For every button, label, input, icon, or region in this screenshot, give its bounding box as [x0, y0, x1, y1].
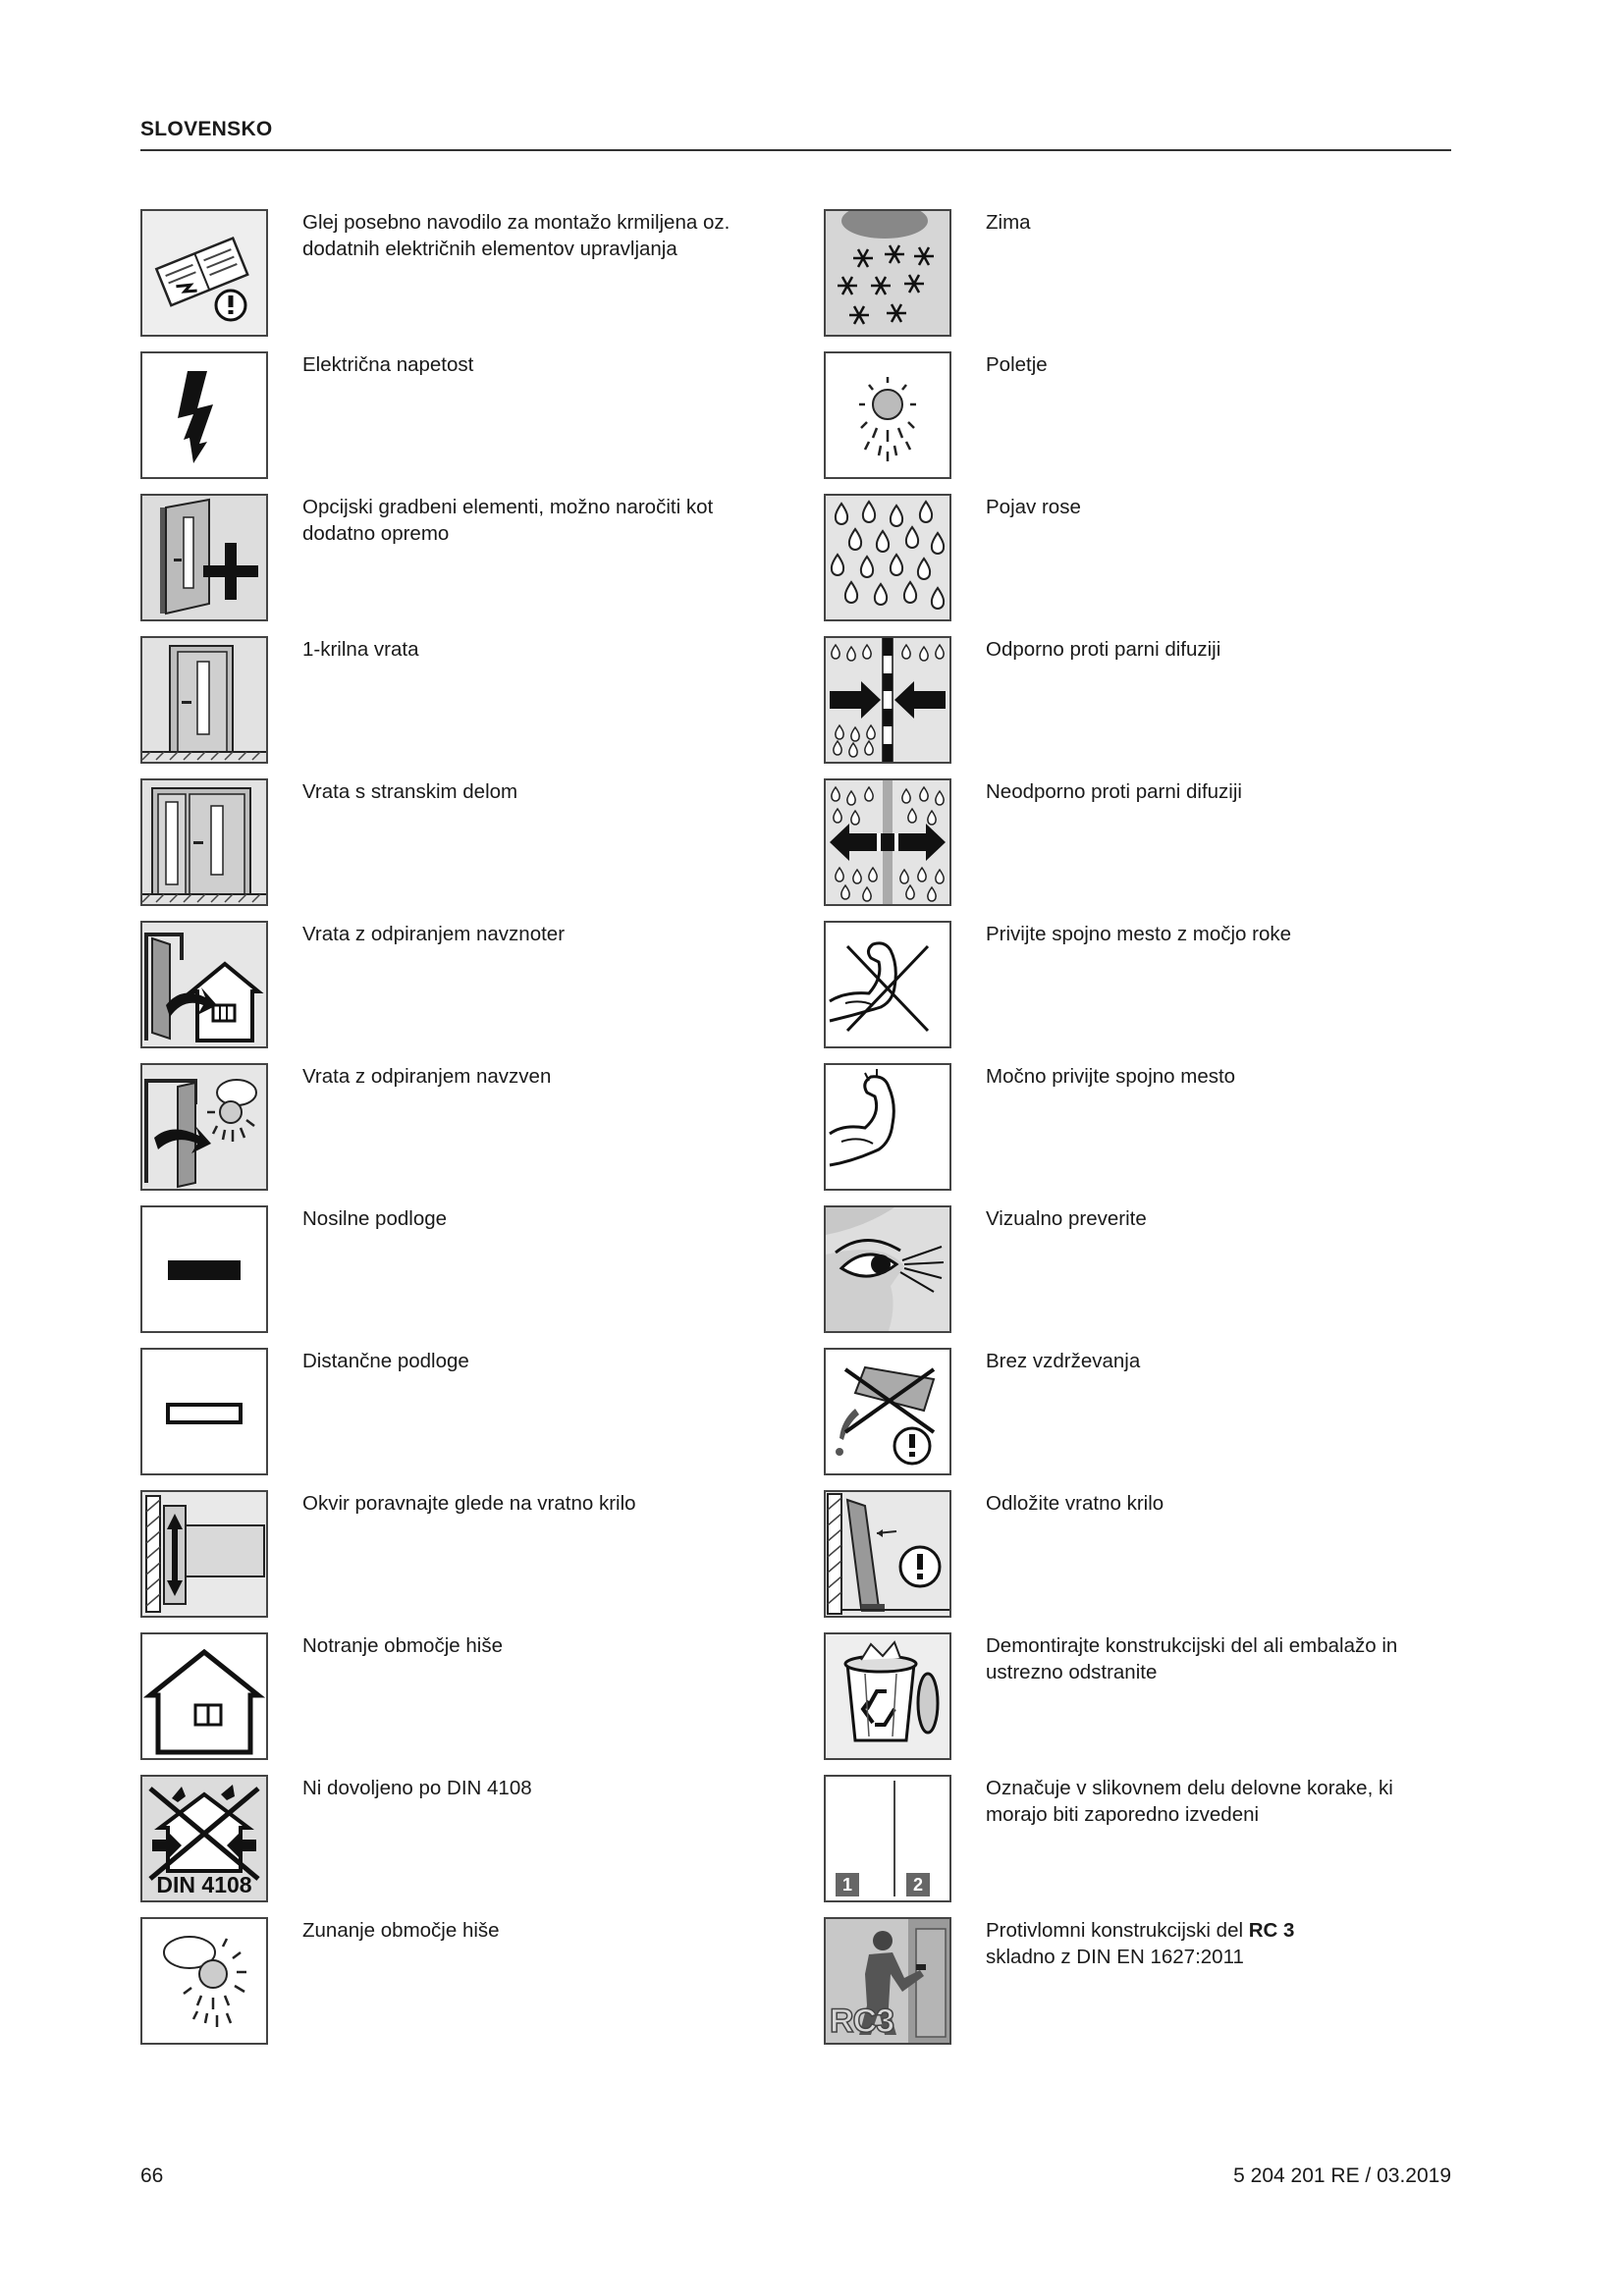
symbol-label: Odporno proti parni difuziji	[986, 638, 1221, 661]
label-suffix: skladno z DIN EN 1627:2011	[986, 1946, 1244, 1968]
symbol-item	[140, 1917, 788, 2059]
symbol-item	[824, 1632, 1472, 1775]
door-inward-icon	[140, 921, 268, 1048]
symbol-label: Ni dovoljeno po DIN 4108	[302, 1777, 532, 1799]
symbol-item	[824, 921, 1472, 1063]
left-symbol-column	[140, 209, 788, 2059]
door-outward-icon	[140, 1063, 268, 1191]
din-4108-text: DIN 4108	[156, 1872, 252, 1897]
symbol-label: Pojav rose	[986, 496, 1081, 518]
symbol-item	[140, 1490, 788, 1632]
symbol-label: Opcijski gradbeni elementi, možno naročiti kot dodatno opremo	[302, 496, 714, 545]
symbol-item	[140, 921, 788, 1063]
symbol-label: Neodporno proti parni difuziji	[986, 780, 1242, 803]
symbol-label: Okvir poravnajte glede na vratno krilo	[302, 1492, 636, 1515]
symbol-label: Demontirajte konstrukcijski del ali embalažo in ustrezno odstranite	[986, 1634, 1398, 1683]
symbol-label: Vizualno preverite	[986, 1207, 1147, 1230]
arm-strong-icon	[824, 1063, 951, 1191]
symbol-label: Poletje	[986, 353, 1048, 376]
symbol-item	[824, 1917, 1472, 2059]
document-reference: 5 204 201 RE / 03.2019	[1233, 2164, 1451, 2187]
vapor-open-icon	[824, 778, 951, 906]
label-bold: RC 3	[1248, 1919, 1295, 1942]
symbol-item	[824, 209, 1472, 351]
symbol-item	[824, 1348, 1472, 1490]
symbol-item	[824, 1775, 1472, 1917]
set-down-leaf-icon	[824, 1490, 951, 1618]
steps-icon	[824, 1775, 951, 1902]
header-rule	[140, 149, 1451, 151]
manual-warning-icon	[140, 209, 268, 337]
symbol-item	[140, 636, 788, 778]
symbol-label: Električna napetost	[302, 353, 474, 376]
symbol-item	[824, 1063, 1472, 1205]
symbol-item	[140, 1205, 788, 1348]
symbol-label: Notranje območje hiše	[302, 1634, 503, 1657]
symbol-label: Vrata s stranskim delom	[302, 780, 518, 803]
recycle-bin-icon	[824, 1632, 951, 1760]
symbol-item	[824, 1205, 1472, 1348]
symbol-label: Odložite vratno krilo	[986, 1492, 1164, 1515]
symbol-label: Zunanje območje hiše	[302, 1919, 500, 1942]
burglar-icon	[824, 1917, 951, 2045]
symbol-item	[824, 636, 1472, 778]
house-interior-icon	[140, 1632, 268, 1760]
rc3-text: RC3	[830, 2002, 894, 2040]
frame-align-icon	[140, 1490, 268, 1618]
door-plus-icon	[140, 494, 268, 621]
symbol-label: Močno privijte spojno mesto	[986, 1065, 1236, 1088]
hollow-shim-icon	[140, 1348, 268, 1475]
symbol-item	[140, 1632, 788, 1775]
symbol-label: Glej posebno navodilo za montažo krmiljena oz. dodatnih električnih elementov upravljanja	[302, 211, 731, 260]
exterior-weather-icon	[140, 1917, 268, 2045]
symbol-item	[824, 351, 1472, 494]
label-prefix: Protivlomni konstrukcijski del	[986, 1919, 1249, 1942]
symbol-item	[140, 1348, 788, 1490]
page-number: 66	[140, 2164, 164, 2187]
sun-icon	[824, 351, 951, 479]
symbol-item	[824, 1490, 1472, 1632]
symbol-item	[824, 778, 1472, 921]
language-header: SLOVENSKO	[140, 118, 273, 140]
dew-drops-icon	[824, 494, 951, 621]
lightning-icon	[140, 351, 268, 479]
symbol-label: 1-krilna vrata	[302, 638, 419, 661]
symbol-item	[140, 778, 788, 921]
symbol-label: Vrata z odpiranjem navznoter	[302, 923, 566, 945]
solid-shim-icon	[140, 1205, 268, 1333]
symbol-label: Označuje v slikovnem delu delovne korake, ki morajo biti zaporedno izvedeni	[986, 1777, 1393, 1826]
no-maintenance-icon	[824, 1348, 951, 1475]
snow-cloud-icon	[824, 209, 951, 337]
step-1-badge: 1	[836, 1873, 859, 1896]
symbol-label: Zima	[986, 211, 1031, 234]
door-sidelight-icon	[140, 778, 268, 906]
eye-icon	[824, 1205, 951, 1333]
vapor-tight-icon	[824, 636, 951, 764]
single-door-icon	[140, 636, 268, 764]
symbol-item	[140, 1775, 788, 1917]
step-2-badge: 2	[906, 1873, 930, 1896]
symbol-label: Vrata z odpiranjem navzven	[302, 1065, 552, 1088]
right-symbol-column	[824, 209, 1472, 2059]
symbol-item	[140, 351, 788, 494]
symbol-item	[140, 494, 788, 636]
arm-crossed-icon	[824, 921, 951, 1048]
symbol-label: Brez vzdrževanja	[986, 1350, 1141, 1372]
symbol-item	[824, 494, 1472, 636]
symbol-item	[140, 209, 788, 351]
din-4108-icon	[140, 1775, 268, 1902]
symbol-label: Distančne podloge	[302, 1350, 469, 1372]
symbol-label: Nosilne podloge	[302, 1207, 448, 1230]
symbol-label: Privijte spojno mesto z močjo roke	[986, 923, 1292, 945]
symbol-item	[140, 1063, 788, 1205]
symbol-label	[986, 1917, 1457, 1970]
